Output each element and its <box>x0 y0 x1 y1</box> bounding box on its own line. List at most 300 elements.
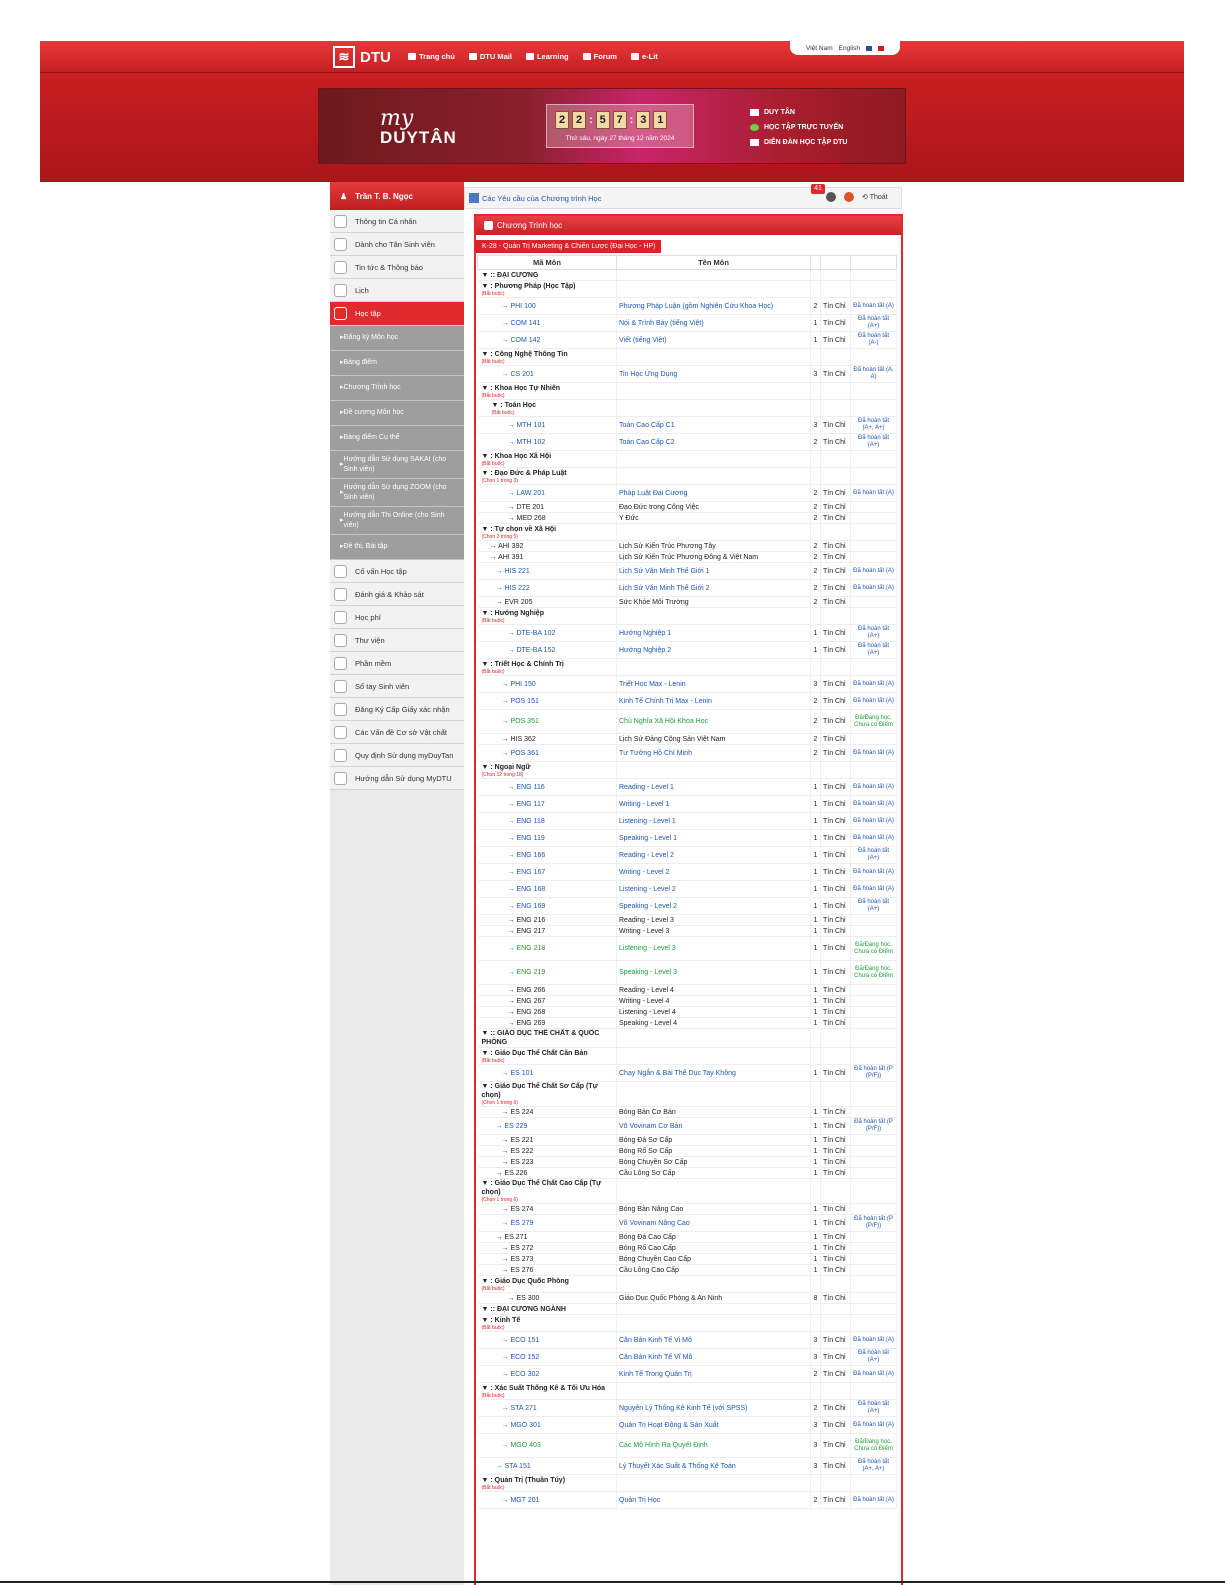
course-code[interactable]: → ENG 116 <box>478 779 617 796</box>
course-credits: 2 <box>811 541 821 552</box>
link-forum[interactable] <box>750 135 847 150</box>
check-icon <box>526 53 534 60</box>
table-row <box>478 502 897 513</box>
chevron-down-icon <box>334 772 347 785</box>
course-status: Đã hoàn tất (A) <box>851 563 897 580</box>
sidebar-item-label: Thông tin Cá nhân <box>355 216 417 226</box>
course-name[interactable]: Vô Vovinam Cơ Bản <box>617 1118 811 1135</box>
course-name[interactable]: Listening - Level 2 <box>617 881 811 898</box>
sidebar-item[interactable] <box>330 210 464 233</box>
course-name[interactable]: Y Đức <box>617 513 811 524</box>
course-status <box>851 915 897 926</box>
course-name[interactable]: Bóng Chuyền Sơ Cấp <box>617 1157 811 1168</box>
breadcrumb-label[interactable]: Các Yêu cầu của Chương trình Học <box>482 193 602 203</box>
course-credits: 1 <box>811 1232 821 1243</box>
sidebar-item[interactable] <box>330 629 464 652</box>
table-row <box>478 1254 897 1265</box>
group-label[interactable]: ▼ : Đạo Đức & Pháp Luật <box>481 469 567 477</box>
course-name[interactable]: Kinh Tế Chính Trị Max - Lenin <box>617 693 811 710</box>
course-name[interactable]: Nói & Trình Bày (tiếng Việt) <box>617 315 811 332</box>
course-name[interactable]: Writing - Level 3 <box>617 926 811 937</box>
course-name[interactable]: Chủ Nghĩa Xã Hội Khoa Học <box>617 710 811 734</box>
sidebar-item-label: Đăng Ký Cấp Giấy xác nhận <box>355 704 450 714</box>
course-name[interactable]: Võ Vovinam Nâng Cao <box>617 1215 811 1232</box>
table-row <box>478 315 897 332</box>
logout-button[interactable]: ⟲ Thoát <box>862 194 888 201</box>
table-row <box>478 1366 897 1383</box>
clock-digits: 2 2 : 5 7 : 3 1 <box>555 111 667 129</box>
group-label[interactable]: ▼ : Hướng Nghiệp <box>481 609 544 617</box>
sidebar-subitem[interactable]: ▸ Chương Trình học <box>330 376 464 401</box>
course-code-text: ES 273 <box>510 1255 534 1263</box>
sidebar-item[interactable] <box>330 279 464 302</box>
course-code[interactable]: → ENG 166 <box>478 847 617 864</box>
sidebar-item-label: Lịch <box>355 285 369 295</box>
course-code-text: ECO 151 <box>510 1336 540 1344</box>
credit-unit: Tín Chỉ <box>821 693 851 710</box>
sidebar-item[interactable] <box>330 233 464 256</box>
table-row <box>478 1492 897 1509</box>
group-cell <box>478 524 617 541</box>
course-code[interactable]: → STA 271 <box>478 1400 617 1417</box>
course-code[interactable]: → LAW 201 <box>478 485 617 502</box>
course-code-text: COM 141 <box>510 319 541 327</box>
course-code[interactable]: → ENG 216 <box>478 915 617 926</box>
nav-mail[interactable] <box>469 52 512 61</box>
empty-cell <box>851 383 897 400</box>
group-label[interactable]: ▼ :: ĐẠI CƯƠNG <box>481 271 539 279</box>
course-name[interactable]: Bóng Chuyền Cao Cấp <box>617 1254 811 1265</box>
course-name[interactable]: Căn Bản Kinh Tế Vĩ Mô <box>617 1349 811 1366</box>
course-name[interactable]: Listening - Level 4 <box>617 1007 811 1018</box>
sidebar-item-label: Quy định Sử dụng myDuyTan <box>355 750 454 760</box>
course-name[interactable]: Lịch Sử Kiến Trúc Phương Đông & Việt Nam <box>617 552 811 563</box>
course-name[interactable]: Triết Học Max - Lenin <box>617 676 811 693</box>
table-row <box>478 961 897 985</box>
course-code[interactable]: → ENG 118 <box>478 813 617 830</box>
course-code[interactable]: → ES 279 <box>478 1215 617 1232</box>
group-requirement: (Chọn 1 trong 3) <box>481 477 518 484</box>
course-status <box>851 1018 897 1029</box>
course-code[interactable]: → ENG 219 <box>478 961 617 985</box>
course-name[interactable]: Kinh Tế Trong Quản Trị <box>617 1366 811 1383</box>
table-row <box>478 298 897 315</box>
group-cell <box>478 608 617 625</box>
empty-cell <box>851 1304 897 1315</box>
table-row <box>478 762 897 779</box>
course-name[interactable]: Cầu Lông Cao Cấp <box>617 1265 811 1276</box>
course-code[interactable]: → ECO 152 <box>478 1349 617 1366</box>
course-credits: 1 <box>811 1018 821 1029</box>
course-code[interactable]: → ES 223 <box>478 1157 617 1168</box>
group-cell <box>478 762 617 779</box>
group-cell <box>478 1304 617 1315</box>
course-name[interactable]: Tư Tưởng Hồ Chí Minh <box>617 745 811 762</box>
course-name[interactable]: Quản Trị Học <box>617 1492 811 1509</box>
notification-badge[interactable]: 41 <box>811 184 825 194</box>
course-name[interactable]: Hướng Nghiệp 1 <box>617 625 811 642</box>
group-requirement: (Chọn 12 trong 18) <box>481 771 524 778</box>
course-credits: 1 <box>811 937 821 961</box>
empty-cell <box>851 1029 897 1048</box>
table-row <box>478 417 897 434</box>
course-credits: 3 <box>811 1349 821 1366</box>
course-code[interactable]: → COM 142 <box>478 332 617 349</box>
course-name[interactable]: Bóng Rổ Sơ Cấp <box>617 1146 811 1157</box>
credit-unit: Tín Chỉ <box>821 434 851 451</box>
course-code[interactable]: → HIS 362 <box>478 734 617 745</box>
course-code[interactable]: → ENG 267 <box>478 996 617 1007</box>
group-label[interactable]: ▼ : Xác Suất Thống Kê & Tối Ưu Hóa <box>481 1384 606 1392</box>
chevron-down-icon <box>334 634 347 647</box>
course-status <box>851 1146 897 1157</box>
course-credits: 1 <box>811 915 821 926</box>
group-label[interactable]: ▼ : Khoa Học Xã Hội <box>481 452 552 460</box>
credit-unit: Tín Chỉ <box>821 734 851 745</box>
course-status <box>851 541 897 552</box>
table-row <box>478 1018 897 1029</box>
course-name[interactable]: Reading - Level 1 <box>617 779 811 796</box>
logout-label: Thoát <box>869 194 888 201</box>
link-online-learning[interactable] <box>750 120 847 135</box>
course-code-text: ENG 118 <box>516 817 545 825</box>
course-name[interactable]: Các Mô Hình Ra Quyết Định <box>617 1434 811 1458</box>
course-code[interactable]: → ENG 268 <box>478 1007 617 1018</box>
course-name[interactable]: Bóng Bàn Nâng Cao <box>617 1204 811 1215</box>
course-code[interactable]: → ECO 151 <box>478 1332 617 1349</box>
course-code[interactable]: → PHI 150 <box>478 676 617 693</box>
course-name[interactable]: Toán Cao Cấp C1 <box>617 417 811 434</box>
course-name[interactable]: Bóng Bàn Cơ Bản <box>617 1107 811 1118</box>
course-code[interactable]: → ES 101 <box>478 1065 617 1082</box>
course-code[interactable]: → DTE-BA 152 <box>478 642 617 659</box>
course-code-text: MED 268 <box>516 514 546 522</box>
course-code[interactable]: → MTH 101 <box>478 417 617 434</box>
course-name[interactable]: Lịch Sử Đảng Cộng Sản Việt Nam <box>617 734 811 745</box>
course-credits: 1 <box>811 1118 821 1135</box>
course-name[interactable]: Tin Học Ứng Dụng <box>617 366 811 383</box>
course-name[interactable]: Speaking - Level 2 <box>617 898 811 915</box>
sidebar-subitem[interactable]: ▸ Hướng dẫn Sử dụng SAKAI (cho Sinh viên) <box>330 451 464 479</box>
course-code[interactable]: → MGO 301 <box>478 1417 617 1434</box>
group-label[interactable]: ▼ : Ngoại Ngữ <box>481 763 531 771</box>
course-name[interactable]: Writing - Level 2 <box>617 864 811 881</box>
course-code[interactable]: → ENG 167 <box>478 864 617 881</box>
course-code-text: DTE-BA 102 <box>516 629 556 637</box>
course-credits: 1 <box>811 847 821 864</box>
course-code[interactable]: → MTH 102 <box>478 434 617 451</box>
course-status: Đã hoàn tất (A) <box>851 485 897 502</box>
course-code[interactable]: → CS 201 <box>478 366 617 383</box>
course-name[interactable]: Viết (tiếng Việt) <box>617 332 811 349</box>
course-name[interactable]: Lý Thuyết Xác Suất & Thống Kê Toán <box>617 1458 811 1475</box>
link-duytan[interactable] <box>750 105 847 120</box>
table-row <box>478 985 897 996</box>
course-credits: 1 <box>811 332 821 349</box>
empty-cell <box>811 349 821 366</box>
course-credits: 1 <box>811 625 821 642</box>
empty-cell <box>811 1304 821 1315</box>
course-code-text: ENG 216 <box>516 916 546 924</box>
user-bar[interactable] <box>330 182 464 210</box>
course-code[interactable]: → ENG 169 <box>478 898 617 915</box>
course-name[interactable]: Cầu Lông Sơ Cấp <box>617 1168 811 1179</box>
course-name[interactable]: Đạo Đức trong Công Việc <box>617 502 811 513</box>
dtu-logo[interactable] <box>333 45 399 69</box>
group-label[interactable]: ▼ : Công Nghệ Thông Tin <box>481 350 568 358</box>
credit-unit: Tín Chỉ <box>821 1157 851 1168</box>
sidebar-item[interactable] <box>330 744 464 767</box>
course-code[interactable]: → ENG 117 <box>478 796 617 813</box>
course-code[interactable]: → ENG 218 <box>478 937 617 961</box>
course-code[interactable]: → MGT 201 <box>478 1492 617 1509</box>
course-name[interactable]: Bóng Rổ Cao Cấp <box>617 1243 811 1254</box>
course-name[interactable]: Căn Bản Kinh Tế Vi Mô <box>617 1332 811 1349</box>
credit-unit: Tín Chỉ <box>821 926 851 937</box>
table-row <box>478 1265 897 1276</box>
course-name[interactable]: Writing - Level 1 <box>617 796 811 813</box>
user-icon[interactable] <box>844 192 854 202</box>
table-row <box>478 597 897 608</box>
course-code[interactable]: → DTE 201 <box>478 502 617 513</box>
course-name[interactable]: Chạy Ngắn & Bài Thể Dục Tay Không <box>617 1065 811 1082</box>
course-code[interactable]: → ES 229 <box>478 1118 617 1135</box>
course-code[interactable]: → HIS 221 <box>478 563 617 580</box>
nav-learning[interactable] <box>526 52 569 61</box>
nav-home[interactable] <box>408 52 455 61</box>
group-label[interactable]: ▼ : Giáo Dục Quốc Phòng <box>481 1277 569 1285</box>
course-code[interactable]: → ECO 302 <box>478 1366 617 1383</box>
course-name[interactable]: Quản Trị Hoạt Động & Sản Xuất <box>617 1417 811 1434</box>
group-requirement: (Bắt buộc) <box>481 290 505 297</box>
course-code[interactable]: → COM 141 <box>478 315 617 332</box>
lang-vietnamese[interactable]: Việt Nam <box>806 44 833 52</box>
forum-icon <box>583 53 591 60</box>
nav-forum[interactable] <box>583 52 617 61</box>
table-row <box>478 1146 897 1157</box>
sidebar-subitem[interactable]: ▸ Đề cương Môn học <box>330 401 464 426</box>
course-credits: 1 <box>811 1157 821 1168</box>
course-code[interactable]: → ES 276 <box>478 1265 617 1276</box>
course-name[interactable]: Reading - Level 3 <box>617 915 811 926</box>
course-code-text: MGO 403 <box>510 1442 541 1449</box>
course-code[interactable]: → ES 224 <box>478 1107 617 1118</box>
course-name[interactable]: Speaking - Level 3 <box>617 961 811 985</box>
sidebar-item[interactable] <box>330 583 464 606</box>
empty-cell <box>617 349 811 366</box>
credit-unit: Tín Chỉ <box>821 1018 851 1029</box>
course-name[interactable]: Reading - Level 2 <box>617 847 811 864</box>
sidebar-item[interactable] <box>330 256 464 279</box>
empty-cell <box>617 1048 811 1065</box>
course-code[interactable]: → ES 273 <box>478 1254 617 1265</box>
course-code-text: MTH 102 <box>516 438 546 446</box>
course-code[interactable]: → ES 226 <box>478 1168 617 1179</box>
group-label[interactable]: ▼ : Giáo Dục Thể Chất Cao Cấp (Tự chọn) <box>481 1180 602 1196</box>
course-name[interactable]: Lịch Sử Kiến Trúc Phương Tây <box>617 541 811 552</box>
course-name[interactable]: Lịch Sử Văn Minh Thế Giới 2 <box>617 580 811 597</box>
lang-english[interactable]: English <box>838 44 860 52</box>
group-label[interactable]: ▼ : Toán Học <box>491 401 537 409</box>
course-code[interactable]: → ES 274 <box>478 1204 617 1215</box>
course-code[interactable]: → ES 272 <box>478 1243 617 1254</box>
course-code-text: ENG 166 <box>516 851 546 859</box>
course-code[interactable]: → ENG 266 <box>478 985 617 996</box>
link-label: HỌC TẬP TRỰC TUYẾN <box>764 124 844 131</box>
sidebar-item[interactable] <box>330 767 464 790</box>
program-tab[interactable]: K-28 - Quản Trị Marketing & Chiến Lược (Đại Học - HP) <box>476 240 661 253</box>
top-nav <box>408 52 658 61</box>
course-code[interactable]: → POS 351 <box>478 710 617 734</box>
course-code[interactable]: → MED 268 <box>478 513 617 524</box>
credit-unit: Tín Chỉ <box>821 1254 851 1265</box>
sidebar-subitem[interactable]: ▸ Đề thi, Bài tập <box>330 535 464 560</box>
credit-unit: Tín Chỉ <box>821 642 851 659</box>
sidebar-subitem[interactable]: ▸ Hướng dẫn Sử dụng ZOOM (cho Sinh viên) <box>330 479 464 507</box>
course-code[interactable]: → AHI 391 <box>478 552 617 563</box>
table-row <box>478 524 897 541</box>
sidebar-item-label: Dành cho Tân Sinh viên <box>355 239 435 249</box>
sidebar-subitem[interactable]: ▸ Bảng điểm <box>330 351 464 376</box>
sidebar-subitem[interactable]: ▸ Đăng ký Môn học <box>330 326 464 351</box>
course-status: Đã hoàn tất (A+) <box>851 1349 897 1366</box>
sidebar-item[interactable] <box>330 606 464 629</box>
course-code[interactable]: → HIS 222 <box>478 580 617 597</box>
sidebar-item[interactable] <box>330 721 464 744</box>
course-code[interactable]: → ENG 119 <box>478 830 617 847</box>
course-code[interactable]: → EVR 205 <box>478 597 617 608</box>
credit-unit: Tín Chỉ <box>821 676 851 693</box>
course-credits: 3 <box>811 366 821 383</box>
sidebar-subitem[interactable]: ▸ Bảng điểm Cụ thể <box>330 426 464 451</box>
credit-unit: Tín Chỉ <box>821 937 851 961</box>
course-name[interactable]: Pháp Luật Đại Cương <box>617 485 811 502</box>
course-credits: 2 <box>811 513 821 524</box>
sidebar-item[interactable] <box>330 698 464 721</box>
course-code-text: DTE-BA 152 <box>516 646 556 654</box>
nav-elit[interactable] <box>631 52 658 61</box>
table-row <box>478 580 897 597</box>
course-name[interactable]: Reading - Level 4 <box>617 985 811 996</box>
course-code[interactable]: → ENG 168 <box>478 881 617 898</box>
group-label[interactable]: ▼ : Khoa Học Tự Nhiên <box>481 384 560 392</box>
group-requirement: (Bắt buộc) <box>481 617 505 624</box>
course-status: Đã hoàn tất (A) <box>851 1417 897 1434</box>
sidebar-item[interactable] <box>330 652 464 675</box>
credit-unit: Tín Chỉ <box>821 961 851 985</box>
credit-unit: Tín Chỉ <box>821 563 851 580</box>
course-code[interactable]: → DTE-BA 102 <box>478 625 617 642</box>
course-code-text: ES 221 <box>510 1136 534 1144</box>
course-name[interactable]: Giáo Dục Quốc Phòng & An Ninh <box>617 1293 811 1304</box>
course-code[interactable]: → ES 300 <box>478 1293 617 1304</box>
course-name[interactable]: Bóng Đá Cao Cấp <box>617 1232 811 1243</box>
course-code[interactable]: → ES 271 <box>478 1232 617 1243</box>
course-credits: 1 <box>811 1243 821 1254</box>
toolbar-icons <box>826 192 888 202</box>
course-name[interactable]: Bóng Đá Sơ Cấp <box>617 1135 811 1146</box>
credit-unit: Tín Chỉ <box>821 502 851 513</box>
sidebar-item[interactable] <box>330 560 464 583</box>
group-label[interactable]: ▼ : Tự chọn về Xã Hội <box>481 525 557 533</box>
credit-unit: Tín Chỉ <box>821 915 851 926</box>
course-name[interactable]: Sức Khỏe Môi Trường <box>617 597 811 608</box>
table-row <box>478 1029 897 1048</box>
course-code[interactable]: → AHI 392 <box>478 541 617 552</box>
group-label[interactable]: ▼ : Giáo Dục Thể Chất Căn Bản <box>481 1049 588 1057</box>
group-requirement: (Bắt buộc) <box>481 392 505 399</box>
credit-unit: Tín Chỉ <box>821 541 851 552</box>
table-row <box>478 281 897 298</box>
course-name[interactable]: Speaking - Level 1 <box>617 830 811 847</box>
table-row <box>478 270 897 281</box>
course-status <box>851 1168 897 1179</box>
panel-title: Chương Trình học <box>497 221 563 230</box>
flag-vn-icon[interactable] <box>878 46 884 51</box>
empty-cell <box>617 1475 811 1492</box>
group-label[interactable]: ▼ : Quản Trị (Thuần Túy) <box>481 1476 566 1484</box>
course-code-text: ES 279 <box>510 1219 534 1227</box>
course-code[interactable]: → ENG 217 <box>478 926 617 937</box>
sidebar-subitem[interactable]: ▸ Hướng dẫn Thi Online (cho Sinh viên) <box>330 507 464 535</box>
course-code-text: ES 274 <box>510 1205 534 1213</box>
sidebar-item-hoc-tap[interactable] <box>330 302 464 326</box>
chevron-down-icon <box>334 565 347 578</box>
course-status <box>851 597 897 608</box>
group-label[interactable]: ▼ : Giáo Dục Thể Chất Sơ Cấp (Tự chọn) <box>481 1083 598 1099</box>
course-code[interactable]: → POS 151 <box>478 693 617 710</box>
credit-unit: Tín Chỉ <box>821 779 851 796</box>
empty-cell <box>811 1048 821 1065</box>
course-name[interactable]: Listening - Level 3 <box>617 937 811 961</box>
course-code[interactable]: → POS 361 <box>478 745 617 762</box>
course-name[interactable]: Toán Cao Cấp C2 <box>617 434 811 451</box>
settings-icon[interactable] <box>826 192 836 202</box>
course-credits: 2 <box>811 485 821 502</box>
clock-digit: 2 <box>572 111 586 129</box>
empty-cell <box>617 1179 811 1204</box>
course-code[interactable]: → MGO 403 <box>478 1434 617 1458</box>
course-name[interactable]: Hướng Nghiệp 2 <box>617 642 811 659</box>
course-name[interactable]: Speaking - Level 4 <box>617 1018 811 1029</box>
table-row <box>478 1135 897 1146</box>
course-code[interactable]: → ENG 269 <box>478 1018 617 1029</box>
flag-en-icon[interactable] <box>866 46 872 51</box>
course-code-text: ES 276 <box>510 1266 534 1274</box>
course-name[interactable]: Listening - Level 1 <box>617 813 811 830</box>
group-label[interactable]: ▼ : Kinh Tế <box>481 1316 521 1324</box>
course-code[interactable]: → ES 222 <box>478 1146 617 1157</box>
table-row <box>478 1215 897 1232</box>
course-code[interactable]: → ES 221 <box>478 1135 617 1146</box>
group-label[interactable]: ▼ : Triết Học & Chính Trị <box>481 660 564 668</box>
course-name[interactable]: Nguyên Lý Thống Kê Kinh Tế (với SPSS) <box>617 1400 811 1417</box>
credit-unit: Tín Chỉ <box>821 1417 851 1434</box>
sidebar-item[interactable] <box>330 675 464 698</box>
course-code[interactable]: → STA 151 <box>478 1458 617 1475</box>
course-name[interactable]: Writing - Level 4 <box>617 996 811 1007</box>
group-label[interactable]: ▼ :: GIÁO DỤC THỂ CHẤT & QUỐC PHÒNG <box>481 1030 600 1046</box>
group-label[interactable]: ▼ :: ĐẠI CƯƠNG NGÀNH <box>481 1305 566 1313</box>
empty-cell <box>811 1315 821 1332</box>
course-name[interactable]: Phương Pháp Luận (gồm Nghiên Cứu Khoa Học) <box>617 298 811 315</box>
group-label[interactable]: ▼ : Phương Pháp (Học Tập) <box>481 282 576 290</box>
course-name[interactable]: Lịch Sử Văn Minh Thế Giới 1 <box>617 563 811 580</box>
check-icon <box>750 124 759 131</box>
course-code[interactable]: → PHI 100 <box>478 298 617 315</box>
group-requirement: (Chọn 2 trong 5) <box>481 533 518 540</box>
sidebar-subitem-label: Bảng điểm <box>343 359 377 366</box>
